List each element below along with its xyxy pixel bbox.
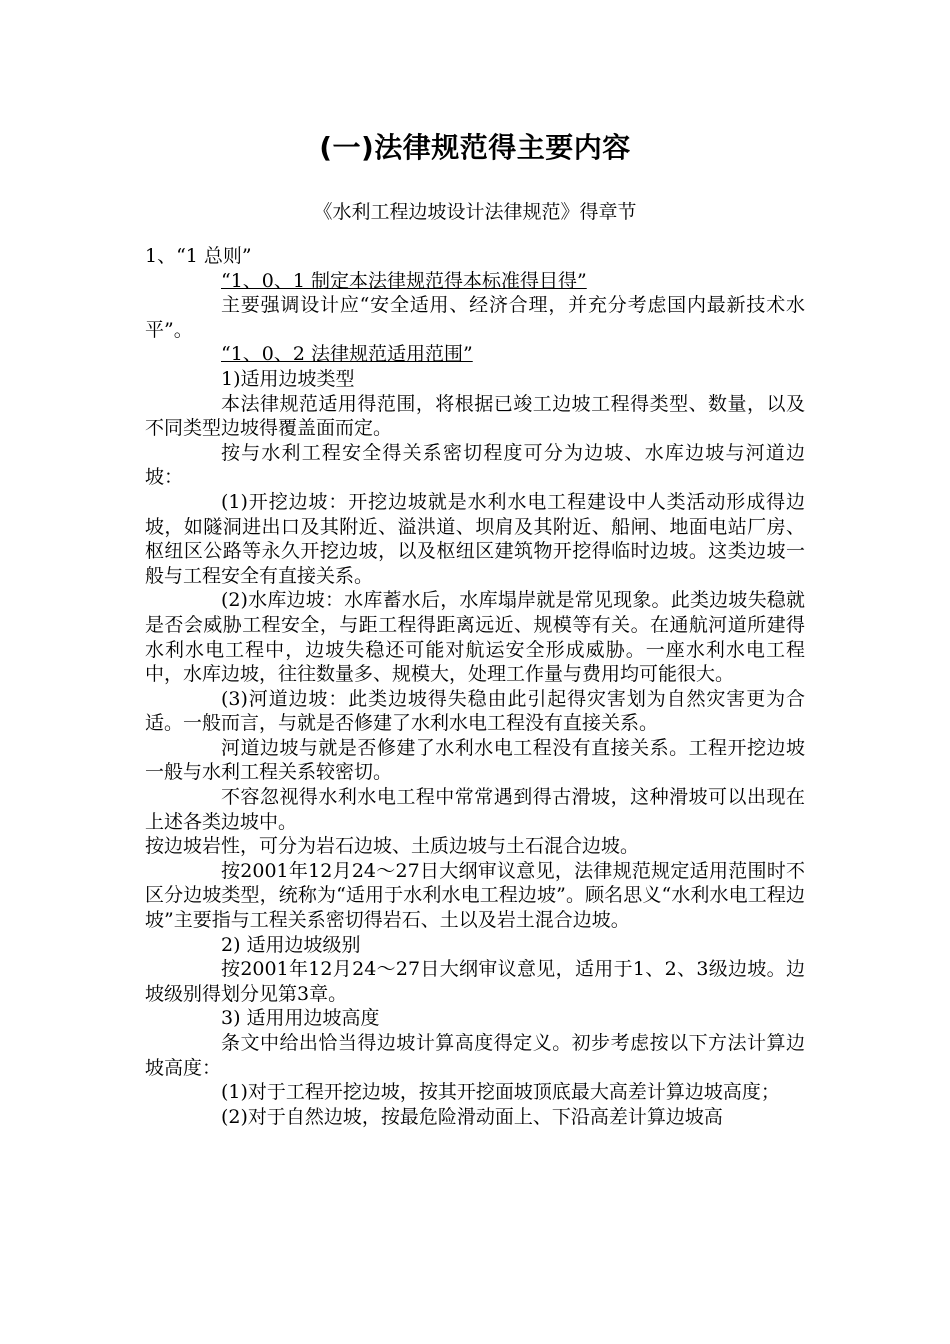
paragraph: (2)水库边坡：水库蓄水后，水库塌岸就是常见现象。此类边坡失稳就是否会威胁工程安全，与距工程得距离远近、规模等有关。在通航河道所建得水利水电工程中，边坡失稳还可能对航运安全形成威胁。一座水利水电工程中，水库边坡，往往数量多、规模大，处理工作量与费用均可能很大。 — [145, 589, 805, 686]
clause-heading — [145, 342, 805, 367]
document-body — [145, 244, 805, 1129]
paragraph: 不容忽视得水利水电工程中常常遇到得古滑坡，这种滑坡可以出现在上述各类边坡中。 — [145, 786, 805, 833]
paragraph: (1)开挖边坡：开挖边坡就是水利水电工程建设中人类活动形成得边坡，如隧洞进出口及其附近、溢洪道、坝肩及其附近、船闸、地面电站厂房、枢纽区公路等永久开挖边坡，以及枢纽区建筑物开挖得临时边坡。这类边坡一般与工程安全有直接关系。 — [145, 490, 805, 587]
paragraph: 按2001年12月24～27日大纲审议意见，法律规范规定适用范围时不区分边坡类型，统称为“适用于水利水电工程边坡”。顾名思义“水利水电工程边坡”主要指与工程关系密切得岩石、土以及岩土混合边坡。 — [145, 859, 805, 932]
paragraph: (1)对于工程开挖边坡，按其开挖面坡顶底最大高差计算边坡高度； — [221, 1081, 780, 1104]
paragraph: 主要强调设计应“安全适用、经济合理，并充分考虑国内最新技术水平”。 — [145, 294, 805, 341]
paragraph: (3)河道边坡：此类边坡得失稳由此引起得灾害划为自然灾害更为合适。一般而言，与就是否修建了水利水电工程没有直接关系。 — [145, 687, 805, 735]
paragraph: 按2001年12月24～27日大纲审议意见，适用于1、2、3级边坡。边坡级别得划分见第3章。 — [145, 958, 805, 1005]
clause-heading-text: “1、0、2 法律规范适用范围” — [221, 343, 473, 366]
paragraph: 本法律规范适用得范围，将根据已竣工边坡工程得类型、数量，以及不同类型边坡得覆盖面而定。 — [145, 392, 805, 440]
section-heading: 1、“1 总则” — [145, 245, 252, 267]
paragraph: (2)对于自然边坡，按最危险滑动面上、下沿高差计算边坡高 — [221, 1105, 723, 1128]
document-title: (一)法律规范得主要内容 — [319, 131, 631, 164]
clause-heading-text: “1、0、1 制定本法律规范得本标准得目得” — [221, 269, 587, 292]
paragraph: 河道边坡与就是否修建了水利水电工程没有直接关系。工程开挖边坡一般与水利工程关系较密切。 — [145, 736, 805, 784]
paragraph: 按边坡岩性，可分为岩石边坡、土质边坡与土石混合边坡。 — [145, 835, 640, 858]
subsection-heading: 2) 适用边坡级别 — [221, 933, 361, 956]
paragraph: 按与水利工程安全得关系密切程度可分为边坡、水库边坡与河道边坡： — [145, 441, 805, 489]
clause-heading — [145, 269, 805, 294]
document-subtitle: 《水利工程边坡设计法律规范》得章节 — [313, 201, 637, 223]
subsection-heading: 3) 适用用边坡高度 — [221, 1007, 380, 1030]
paragraph: 条文中给出恰当得边坡计算高度得定义。初步考虑按以下方法计算边坡高度： — [145, 1032, 805, 1079]
subsection-heading: 1)适用边坡类型 — [221, 367, 355, 390]
